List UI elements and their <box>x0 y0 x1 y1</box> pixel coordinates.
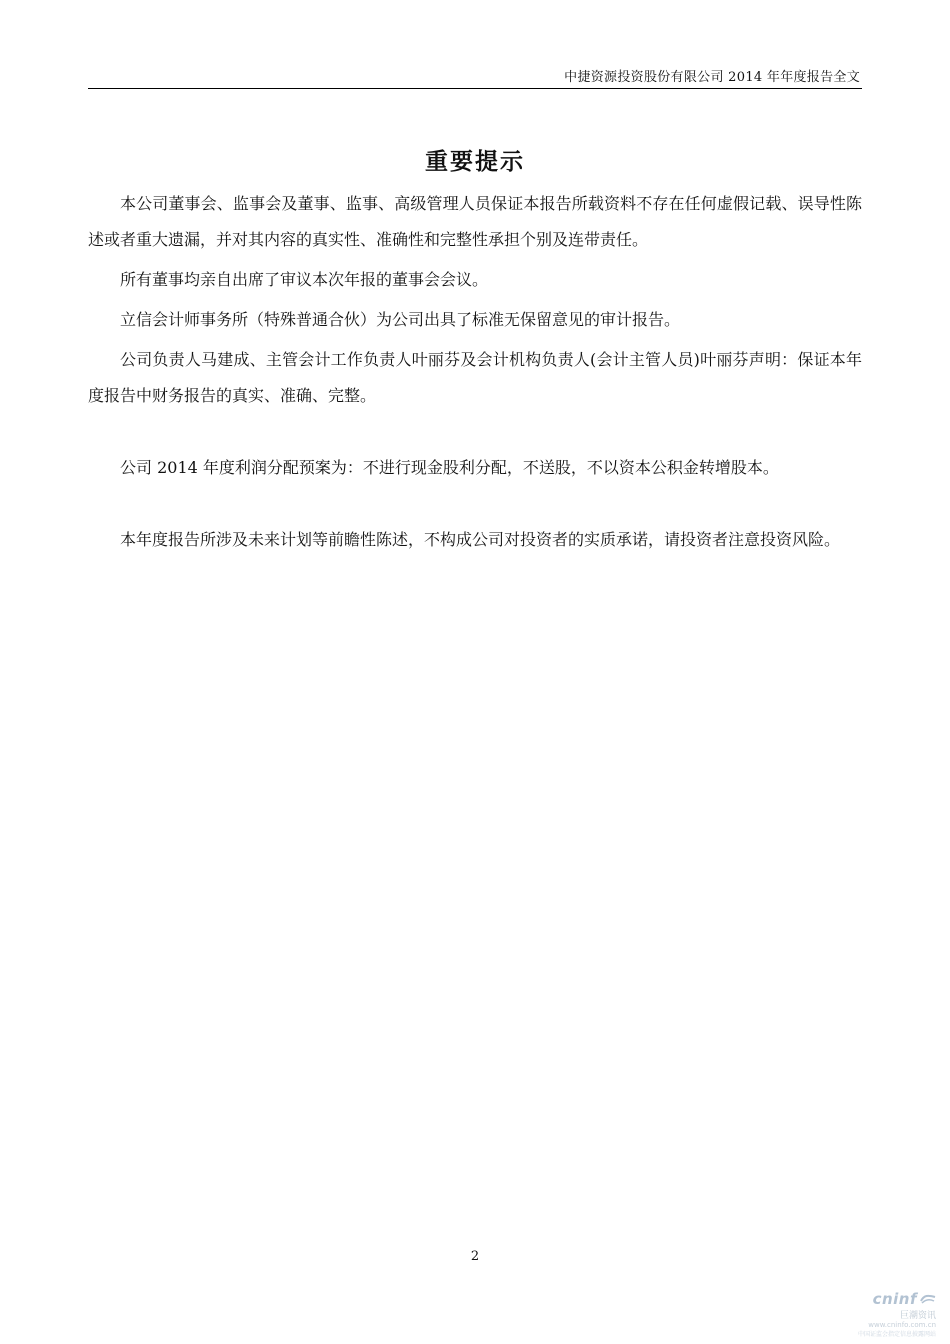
watermark-subtitle: 中国证监会指定信息披露网站 <box>857 1331 936 1338</box>
watermark-brand <box>873 1290 936 1308</box>
paragraph-risk-warning: 本年度报告所涉及未来计划等前瞻性陈述，不构成公司对投资者的实质承诺，请投资者注意投资风险。 <box>120 530 841 549</box>
paragraph-financial-statement: 公司负责人马建成、主管会计工作负责人叶丽芬及会计机构负责人(会计主管人员)叶丽芬声明：保证本年度报告中财务报告的真实、准确、完整。 <box>88 350 862 405</box>
cninfo-logo-icon <box>920 1294 936 1304</box>
page-number: 2 <box>470 1249 480 1264</box>
watermark-chinese: 巨潮资讯 <box>899 1311 936 1321</box>
document-body <box>88 186 862 562</box>
header-divider <box>88 88 862 89</box>
paragraph-board-attendance: 所有董事均亲自出席了审议本次年报的董事会会议。 <box>120 270 489 289</box>
paragraph-responsibility: 本公司董事会、监事会及董事、监事、高级管理人员保证本报告所载资料不存在任何虚假记载、误导性陈述或者重大遗漏，并对其内容的真实性、准确性和完整性承担个别及连带责任。 <box>88 194 862 249</box>
watermark-brand-text: cninf <box>872 1290 917 1308</box>
paragraph-audit-opinion: 立信会计师事务所（特殊普通合伙）为公司出具了标准无保留意见的审计报告。 <box>120 310 681 329</box>
page-title: 重要提示 <box>425 148 525 175</box>
watermark-url: www.cninfo.com.cn <box>868 1321 936 1329</box>
paragraph-profit-distribution: 公司 2014 年度利润分配预案为：不进行现金股利分配，不送股，不以资本公积金转增股本。 <box>120 458 779 477</box>
watermark <box>826 1289 936 1338</box>
running-header: 中捷资源投资股份有限公司 2014 年年度报告全文 <box>564 70 860 85</box>
